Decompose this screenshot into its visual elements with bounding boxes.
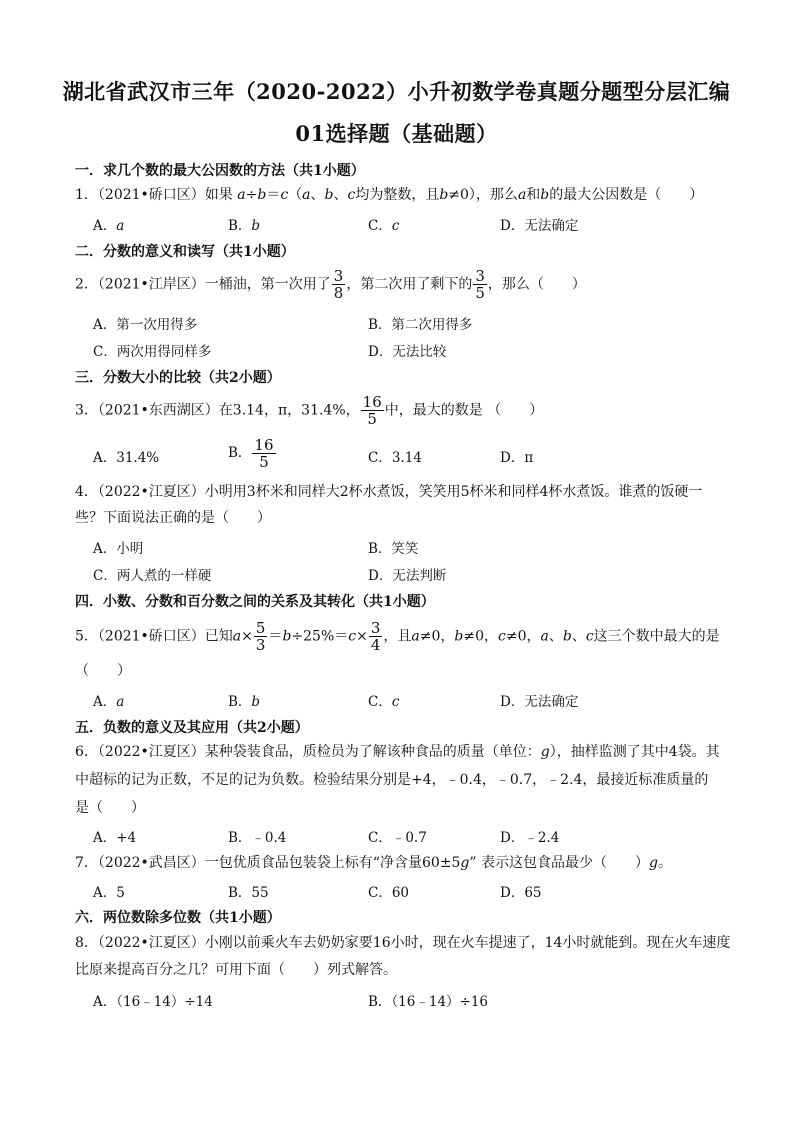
q5-option-a[interactable]: A．a: [93, 694, 125, 710]
section-heading-6: 六．两位数除多位数（共1小题）: [75, 910, 281, 926]
q5-option-c[interactable]: C．c: [368, 694, 400, 710]
question-7: 7．（2022•武昌区）一包优质食品包装袋上标有“净含量60±5g” 表示这包食品最少（ ）g。: [75, 855, 672, 871]
section-heading-2: 二．分数的意义和读写（共1小题）: [75, 244, 295, 260]
question-5: 5．（2021•硚口区）已知a× $\frac{5}{3}$ ＝b÷25%＝c× $\frac{3}{4}$ ，且a≠0，b≠0，c≠0，a、b、c这三个数中最大的是: [75, 619, 720, 654]
q1-option-d[interactable]: D．无法确定: [500, 218, 579, 234]
q1-option-a[interactable]: A．a: [93, 218, 125, 234]
fraction-5-3: $\frac{5}{3}$: [255, 619, 266, 654]
question-6-line-2: 中超标的记为正数，不足的记为负数。检验结果分别是+4，﹣0.4，﹣0.7，﹣2.4，最接近标准质量的: [75, 772, 709, 788]
q4-option-a[interactable]: A．小明: [93, 541, 144, 557]
q1-option-b[interactable]: B．b: [228, 218, 261, 234]
q8-option-b[interactable]: B．（16﹣14）÷16: [368, 994, 489, 1010]
q7-option-c[interactable]: C．60: [368, 885, 410, 901]
question-5-line-2: （ ）: [75, 663, 131, 679]
question-2: 2．（2021•江岸区）一桶油，第一次用了 $\frac{3}{8}$ ，第二次用了剩下的 $\frac{3}{5}$ ，那么（ ）: [75, 267, 586, 302]
q7-option-d[interactable]: D．65: [500, 885, 542, 901]
q2-option-b[interactable]: B．第二次用得多: [368, 317, 473, 333]
q4-option-d[interactable]: D．无法判断: [368, 568, 447, 584]
q4-option-c[interactable]: C．两人煮的一样硬: [93, 568, 212, 584]
document-title: 湖北省武汉市三年（2020-2022）小升初数学卷真题分题型分层汇编: [62, 79, 731, 104]
document-subtitle: 01选择题（基础题）: [295, 121, 498, 146]
q3-option-a[interactable]: A．31.4%: [93, 450, 160, 466]
section-heading-5: 五．负数的意义及其应用（共2小题）: [75, 720, 309, 736]
fraction-16-5: $\frac{16}{5}$: [362, 393, 382, 428]
question-6-line-3: 是（ ）: [75, 800, 145, 816]
q6-option-a[interactable]: A．+4: [93, 830, 137, 846]
question-8-line-1: 8．（2022•江夏区）小刚以前乘火车去奶奶家要16小时，现在火车提速了，14小时就能到。现在火车速度: [75, 935, 731, 951]
question-4-line-2: 些？下面说法正确的是（ ）: [75, 510, 271, 526]
q5-option-b[interactable]: B．b: [228, 694, 261, 710]
q7-option-a[interactable]: A．5: [93, 885, 125, 901]
q8-option-a[interactable]: A．（16﹣14）÷14: [93, 994, 213, 1010]
section-heading-4: 四．小数、分数和百分数之间的关系及其转化（共1小题）: [75, 594, 435, 610]
q6-option-b[interactable]: B．﹣0.4: [228, 830, 287, 846]
q2-option-a[interactable]: A．第一次用得多: [93, 317, 198, 333]
q4-option-b[interactable]: B．笑笑: [368, 541, 419, 557]
question-1: 1．（2021•硚口区）如果 a÷b＝c（a、b、c均为整数，且b≠0），那么a和b的最大公因数是（ ）: [75, 187, 704, 203]
question-6-line-1: 6．（2022•江夏区）某种袋装食品，质检员为了解该种食品的质量（单位：g），抽样监测了其中4袋。其: [75, 744, 720, 760]
q3-option-d[interactable]: D．π: [500, 450, 534, 466]
fraction-3-8: $\frac{3}{8}$: [333, 267, 344, 302]
section-heading-1: 一．求几个数的最大公因数的方法（共1小题）: [75, 163, 365, 179]
q1-option-c[interactable]: C．c: [368, 218, 400, 234]
q2-option-c[interactable]: C．两次用得同样多: [93, 344, 212, 360]
q3-option-c[interactable]: C．3.14: [368, 450, 422, 466]
question-3: 3．（2021•东西湖区）在3.14，π，31.4%， $\frac{16}{5}$ 中，最大的数是 （ ）: [75, 393, 544, 428]
question-8-line-2: 比原来提高百分之几？可用下面（ ）列式解答。: [75, 962, 397, 978]
fraction-3-5: $\frac{3}{5}$: [475, 267, 485, 302]
q2-option-d[interactable]: D．无法比较: [368, 344, 447, 360]
q7-option-b[interactable]: B．55: [228, 885, 269, 901]
q3-option-b[interactable]: B． $\frac{16}{5}$: [228, 436, 274, 471]
fraction-3-4: $\frac{3}{4}$: [370, 619, 381, 654]
section-heading-3: 三．分数大小的比较（共2小题）: [75, 370, 281, 386]
q6-option-c[interactable]: C．﹣0.7: [368, 830, 427, 846]
q6-option-d[interactable]: D．﹣2.4: [500, 830, 560, 846]
question-4-line-1: 4．（2022•江夏区）小明用3杯米和同样大2杯水煮饭，笑笑用5杯米和同样4杯水煮饭。谁煮的饭硬一: [75, 484, 703, 500]
q5-option-d[interactable]: D．无法确定: [500, 694, 579, 710]
